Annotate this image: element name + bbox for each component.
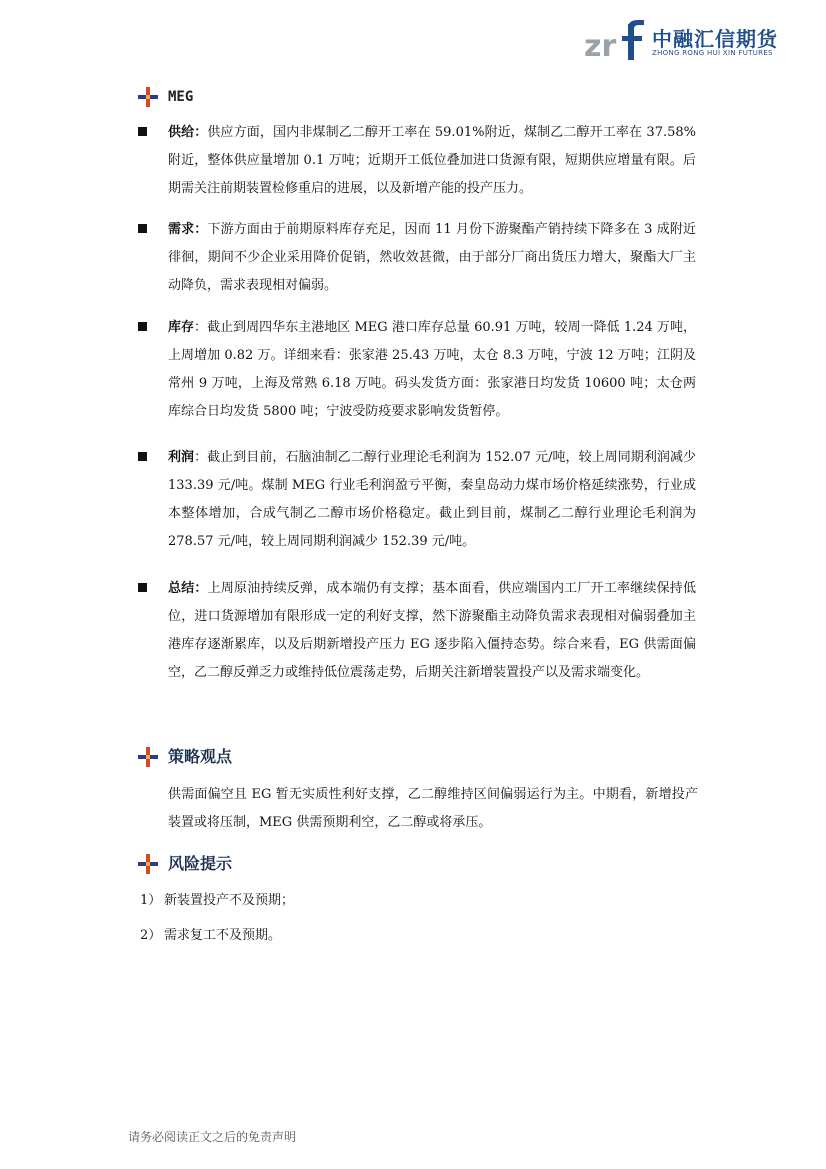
risk-number: 2） [140, 928, 162, 943]
risk-text: 新装置投产不及预期； [164, 893, 295, 908]
bullet-item-supply [138, 119, 698, 203]
item-text: ：截止到目前，石脑油制乙二醇行业理论毛利润为 152.07 元/吨，较上周同期利润减少 133.39 元/吨。煤制 MEG 行业毛利润盈亏平衡，秦皇岛动力煤市场价格延续涨势，行业成本整体增加，合成气制乙二醇市场价格稳定。截止到目前，煤制乙二醇行业理论毛利润为 278.57 元/吨，较上周同期利润减少 152.39 元/吨。 [168, 450, 696, 549]
square-bullet-icon [138, 452, 147, 461]
bullet-item-profit [138, 444, 698, 556]
item-text: ：截止到周四华东主港地区 MEG 港口库存总量 60.91 万吨，较周一降低 1.24 万吨，上周增加 0.82 万。详细来看：张家港 25.43 万吨，太仓 8.3 万吨，宁波 12 万吨；江阴及常州 9 万吨，上海及常熟 6.18 万吨。码头发货方面：张家港日均发货 10600 吨；太仓两库综合日均发货 5800 吨；宁波受防疫要求影响发货暂停。 [168, 320, 696, 419]
strategy-paragraph: 供需面偏空且 EG 暂无实质性利好支撑，乙二醇维持区间偏弱运行为主。中期看，新增投产装置或将压制，MEG 供需预期利空，乙二醇或将承压。 [168, 787, 698, 830]
bullet-item-summary [138, 575, 698, 687]
cross-star-icon [138, 87, 158, 107]
square-bullet-icon [138, 127, 147, 136]
section-title: MEG [168, 89, 194, 105]
disclaimer-footer: 请务必阅读正文之后的免责声明 [128, 1130, 297, 1144]
zrf-logo-icon [584, 18, 648, 64]
cross-star-icon [138, 747, 158, 767]
item-text: 供应方面，国内非煤制乙二醇开工率在 59.01%附近，煤制乙二醇开工率在 37.58%附近，整体供应量增加 0.1 万吨；近期开工低位叠加进口货源有限，短期供应增量有限。后期需关注前期装置检修重启的进展，以及新增产能的投产压力。 [168, 125, 696, 196]
section-title: 策略观点 [168, 747, 233, 766]
item-key: 库存 [168, 320, 195, 335]
cross-star-icon [138, 854, 158, 874]
company-logo [584, 18, 784, 64]
bullet-item-inventory [138, 314, 698, 426]
item-text: 上周原油持续反弹，成本端仍有支撑；基本面看，供应端国内工厂开工率继续保持低位，进口货源增加有限形成一定的利好支撑，然下游聚酯主动降负需求表现相对偏弱叠加主港库存逐渐累库，以及后期新增投产压力 EG 逐步陷入僵持态势。综合来看，EG 供需面偏空，乙二醇反弹乏力或维持低位震荡走势，后期关注新增装置投产以及需求端变化。 [168, 581, 696, 680]
bullet-item-demand [138, 216, 698, 300]
risk-number: 1） [140, 893, 162, 908]
section-title: 风险提示 [168, 854, 233, 873]
risk-text: 需求复工不及预期。 [164, 928, 282, 943]
logo-chinese-name: 中融汇信期货 [652, 27, 778, 51]
logo-english-name: ZHONG RONG HUI XIN FUTURES [652, 49, 773, 57]
square-bullet-icon [138, 224, 147, 233]
item-key: 利润 [168, 450, 195, 465]
square-bullet-icon [138, 322, 147, 331]
item-text: 下游方面由于前期原料库存充足，因而 11 月份下游聚酯产销持续下降多在 3 成附近徘徊，期间不少企业采用降价促销，然收效甚微，由于部分厂商出货压力增大，聚酯大厂主动降负，需求表现相对偏弱。 [168, 222, 696, 293]
item-key: 需求： [168, 222, 208, 237]
item-key: 总结： [168, 581, 208, 596]
risk-item [140, 891, 294, 911]
item-key: 供给： [168, 125, 208, 140]
risk-item [140, 926, 281, 946]
svg-text:zr: zr [584, 29, 617, 64]
square-bullet-icon [138, 583, 147, 592]
